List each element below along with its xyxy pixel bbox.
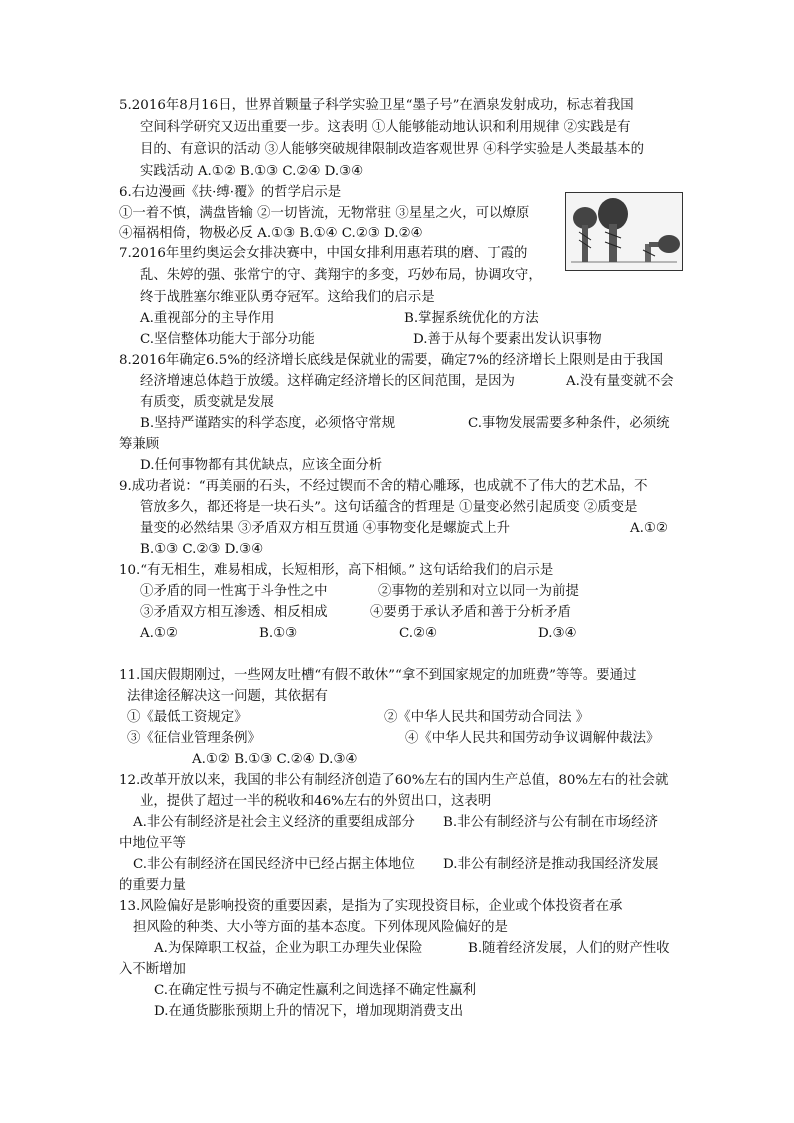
q12-option-b-2: 中地位平等 [119,836,186,851]
q7-line-3: 终于战胜塞尔维亚队勇夺冠军。这给我们的启示是 [140,290,435,305]
q8-option-a-1: A.没有量变就不会 [566,374,674,389]
q10-statement-1: ①矛盾的同一性寓于斗争性之中 [140,584,328,599]
q5-line-4: 实践活动 A.①② B.①③ C.②④ D.③④ [140,164,364,179]
q9-options-bcd: B.①③ C.②③ D.③④ [140,542,264,557]
q9-option-a: A.①② [630,521,668,536]
q11-line-1: 11.国庆假期刚过，一些网友吐槽“有假不敢休”“拿不到国家规定的加班费”等等。要通过 [119,668,637,683]
q5-line-3: 目的、有意识的活动 ③人能够突破规律限制改造客观世界 ④科学实验是人类最基本的 [140,142,644,157]
q5-line-2: 空间科学研究又迈出重要一步。这表明 ①人能够能动地认识和利用规律 ②实践是有 [140,120,631,135]
q11-statement-2: ②《中华人民共和国劳动合同法 》 [384,710,590,725]
q13-option-b-1: B.随着经济发展，人们的财产性收 [468,941,670,956]
q10-option-b: B.①③ [259,626,298,641]
q12-option-c: C.非公有制经济在国民经济中已经占据主体地位 [133,857,415,872]
q6-stem: 6.右边漫画《扶·缚·覆》的哲学启示是 [119,185,342,200]
q8-option-c-1: C.事物发展需要多种条件，必须统 [468,416,670,431]
q13-option-b-2: 入不断增加 [119,962,186,977]
q12-option-d-2: 的重要力量 [119,878,186,893]
q9-line-3: 量变的必然结果 ③矛盾双方相互贯通 ④事物变化是螺旋式上升 [140,521,511,536]
q10-option-d: D.③④ [538,626,577,641]
q11-statement-1: ①《最低工资规定》 [127,710,248,725]
q13-option-d: D.在通货膨胀预期上升的情况下，增加现期消费支出 [154,1004,464,1019]
q7-line-2: 乱、朱婷的强、张常宁的守、龚翔宇的多变，巧妙布局，协调攻守， [140,268,542,283]
q7-option-d: D.善于从每个要素出发认识事物 [413,332,602,347]
q12-line-1: 12.改革开放以来，我国的非公有制经济创造了60%左右的国内生产总值，80%左右的社会就 [119,773,669,788]
q13-option-a: A.为保障职工权益，企业为职工办理失业保险 [154,941,423,956]
q10-option-a: A.①② [140,626,178,641]
q10-statement-3: ③矛盾双方相互渗透、相反相成 [140,605,328,620]
q8-option-a-2: 有质变，质变就是发展 [140,395,274,410]
q8-option-d: D.任何事物都有其优缺点，应该全面分析 [140,458,383,473]
q10-option-c: C.②④ [399,626,438,641]
q8-option-b: B.坚持严谨踏实的科学态度，必须恪守常规 [140,416,396,431]
q7-line-1: 7.2016年里约奥运会女排决赛中，中国女排利用惠若琪的磨、丁霞的 [119,246,528,261]
q12-option-d-1: D.非公有制经济是推动我国经济发展 [443,857,659,872]
q10-statement-4: ④要勇于承认矛盾和善于分析矛盾 [370,605,571,620]
q13-line-1: 13.风险偏好是影响投资的重要因素，是指为了实现投资目标，企业或个体投资者在承 [119,899,623,914]
q8-line-2: 经济增速总体趋于放缓。这样确定经济增长的区间范围，是因为 [140,374,515,389]
q8-line-1: 8.2016年确定6.5%的经济增长底线是保就业的需要，确定7%的经济增长上限则是由于我国 [119,353,664,368]
q7-option-b: B.掌握系统优化的方法 [404,311,539,326]
q11-options: A.①② B.①③ C.②④ D.③④ [192,752,358,767]
q9-line-2: 管放多久，都还将是一块石头”。这句话蕴含的哲理是 ①量变必然引起质变 ②质变是 [140,500,638,515]
q6-options-2: ④福祸相倚，物极必反 A.①③ B.①④ C.②③ D.②④ [119,226,423,241]
q10-statement-2: ②事物的差别和对立以同一为前提 [378,584,579,599]
q7-option-a: A.重视部分的主导作用 [140,311,275,326]
q13-line-2: 担风险的种类、大小等方面的基本态度。下列体现风险偏好的是 [133,920,508,935]
q5-line-1: 5.2016年8月16日，世界首颗量子科学实验卫星“墨子号”在酒泉发射成功，标志着我国 [119,98,634,113]
q11-statement-3: ③《征信业管理条例》 [127,731,261,746]
q13-option-c: C.在确定性亏损与不确定性赢利之间选择不确定性赢利 [154,983,477,998]
q10-stem: 10.“有无相生，难易相成，长短相形，高下相倾。” 这句话给我们的启示是 [119,563,554,578]
q9-line-1: 9.成功者说：“再美丽的石头，不经过锲而不舍的精心雕琢，也成就不了伟大的艺术品，不 [119,479,648,494]
q11-line-2: 法律途径解决这一问题，其依据有 [127,689,328,704]
cartoon-image [565,192,683,271]
q12-option-b-1: B.非公有制经济与公有制在市场经济 [443,815,658,830]
q6-options-1: ①一着不慎，满盘皆输 ②一切皆流，无物常驻 ③星星之火，可以燎原 [119,206,530,221]
q12-line-2: 业，提供了超过一半的税收和46%左右的外贸出口，这表明 [140,794,492,809]
q8-option-c-2: 筹兼顾 [119,437,160,452]
q7-option-c: C.坚信整体功能大于部分功能 [140,332,315,347]
q11-statement-4: ④《中华人民共和国劳动争议调解仲裁法》 [405,731,660,746]
q12-option-a: A.非公有制经济是社会主义经济的重要组成部分 [133,815,415,830]
